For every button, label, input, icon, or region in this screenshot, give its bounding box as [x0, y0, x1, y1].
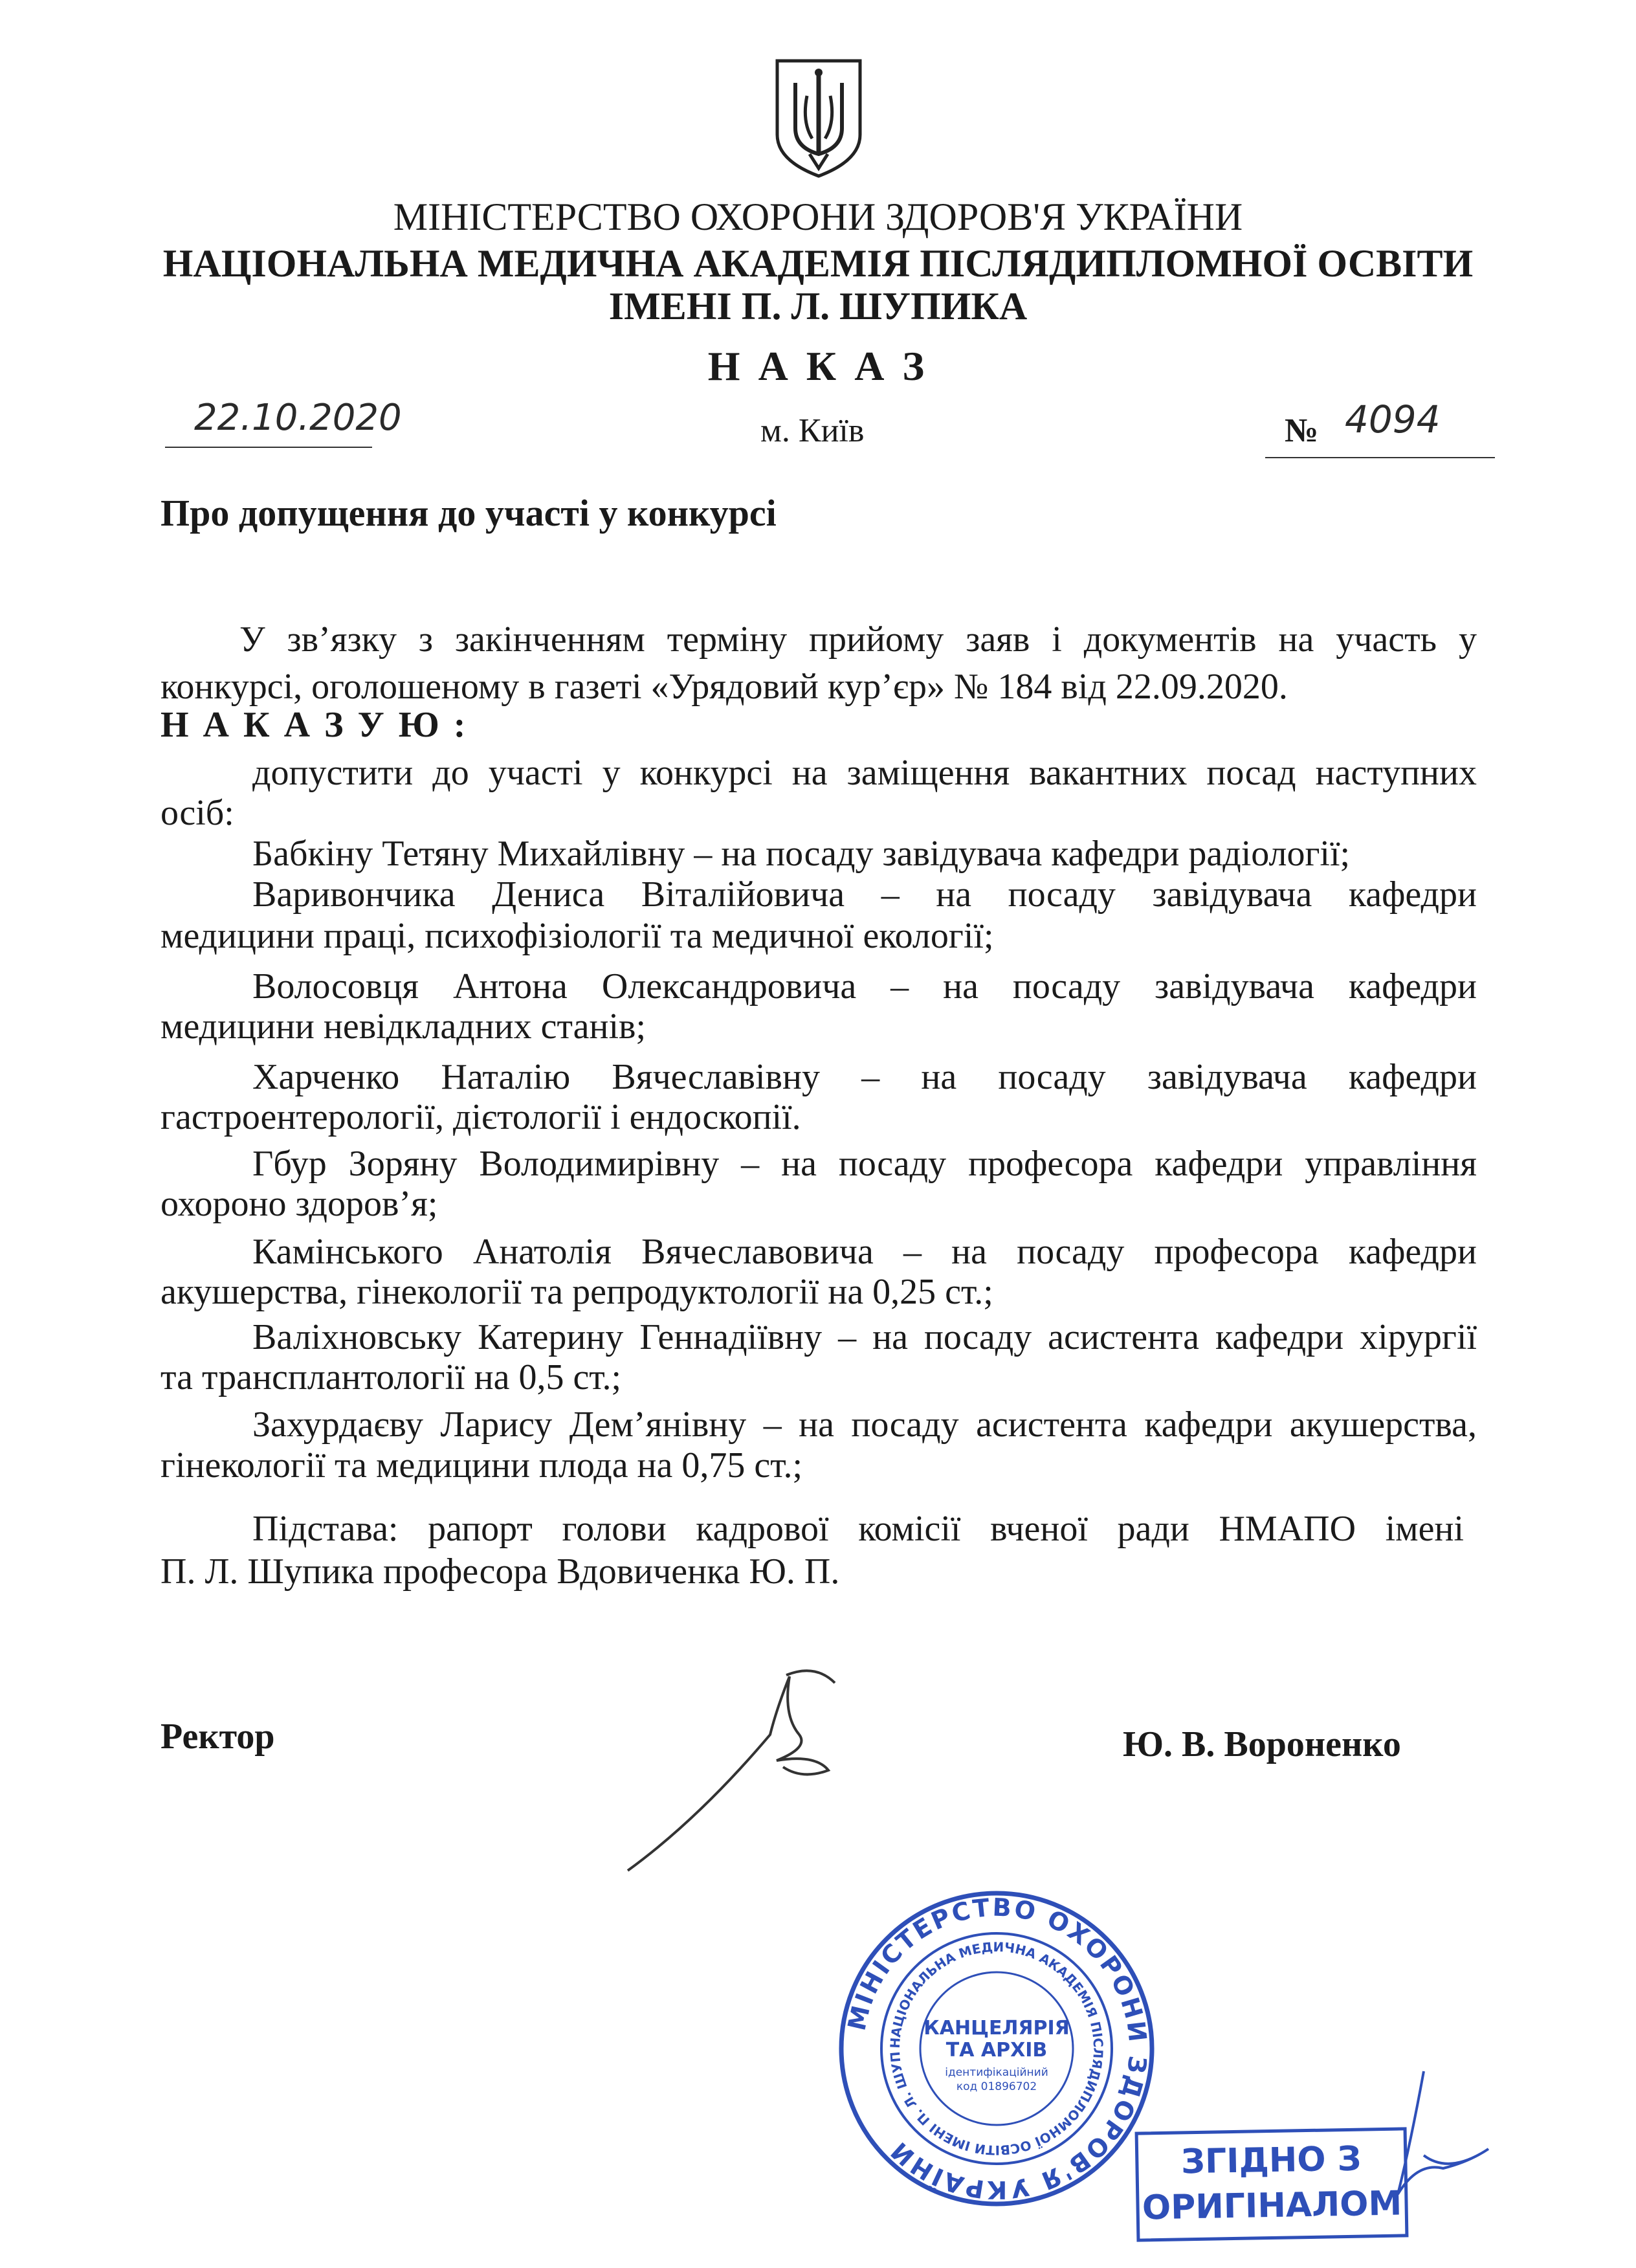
- seal-outer-text: МІНІСТЕРСТВО ОХОРОНИ ЗДОРОВ'Я УКРАЇНИ: [842, 1893, 1153, 2205]
- order-date: 22.10.2020: [194, 397, 402, 439]
- list-item: Варивончика Дениса Віталійовича – на посаду завідувача кафедри: [252, 874, 1477, 915]
- admit-line-1: допустити до участі у конкурсі на заміщення вакантних посад наступних: [252, 753, 1477, 793]
- certification-initials: [1372, 2065, 1501, 2207]
- document-type: Н А К А З: [707, 343, 929, 389]
- order-number-label: №: [1285, 412, 1319, 449]
- trident-coat-of-arms-icon: [773, 57, 864, 180]
- seal-center-line-2: ТА АРХІВ: [945, 2039, 1048, 2062]
- number-underline: [1265, 457, 1495, 458]
- signature-mark: [621, 1657, 867, 1877]
- seal-center-line-4: код 01896702: [956, 2080, 1037, 2093]
- intro-line-1: У зв’язку з закінченням терміну прийому заяв і документів на участь у: [239, 619, 1477, 660]
- list-item: Бабкіну Тетяну Михайлівну – на посаду завідувача кафедри радіології;: [252, 834, 1351, 874]
- order-word: Н А К А З У Ю :: [160, 705, 469, 745]
- seal-center-line-3: ідентифікаційний: [945, 2066, 1048, 2079]
- date-underline: [165, 447, 372, 448]
- list-item: Волосовця Антона Олександровича – на посаду завідувача кафедри: [252, 966, 1477, 1006]
- list-item-continuation: гінекології та медицини плода на 0,75 ст.;: [160, 1445, 803, 1485]
- list-item: Валіхновську Катерину Геннадіївну – на посаду асистента кафедри хірургії: [252, 1317, 1477, 1357]
- list-item-continuation: медицини невідкладних станів;: [160, 1006, 647, 1047]
- list-item-continuation: охороно здоров’я;: [160, 1184, 438, 1224]
- order-subject: Про допущення до участі у конкурсі: [160, 492, 777, 534]
- list-item: Харченко Наталію Вячеславівну – на посаду завідувача кафедри: [252, 1057, 1477, 1097]
- order-city: м. Київ: [760, 412, 865, 449]
- intro-line-2: конкурсі, оголошеному в газеті «Урядовий кур’єр» № 184 від 22.09.2020.: [160, 667, 1288, 707]
- basis-line-1: Підстава: рапорт голови кадрової комісії вченої ради НМАПО імені: [252, 1509, 1464, 1549]
- round-seal: [835, 1887, 1158, 2210]
- admit-line-2: осіб:: [160, 793, 234, 833]
- seal-inner-text: НАЦІОНАЛЬНА МЕДИЧНА АКАДЕМІЯ ПІСЛЯДИПЛОМНОЇ ОСВІТИ ІМЕНІ П. Л. ШУП: [887, 1939, 1107, 2159]
- ministry-title: МІНІСТЕРСТВО ОХОРОНИ ЗДОРОВ'Я УКРАЇНИ: [393, 195, 1243, 238]
- list-item-continuation: гастроентерології, дієтології і ендоскопії.: [160, 1097, 801, 1137]
- signatory-name: Ю. В. Вороненко: [1123, 1724, 1401, 1764]
- order-number: 4094: [1345, 397, 1441, 441]
- certification-stamp-line-1: ЗГІДНО З: [1180, 2139, 1362, 2182]
- certification-stamp-line-2: ОРИГІНАЛОМ: [1142, 2184, 1402, 2228]
- basis-line-2: П. Л. Шупика професора Вдовиченка Ю. П.: [160, 1551, 840, 1592]
- academy-title-line1: НАЦІОНАЛЬНА МЕДИЧНА АКАДЕМІЯ ПІСЛЯДИПЛОМНОЇ ОСВІТИ: [162, 242, 1474, 285]
- academy-title-line2: ІМЕНІ П. Л. ШУПИКА: [608, 285, 1028, 328]
- list-item: Захурдаєву Ларису Дем’янівну – на посаду асистента кафедри акушерства,: [252, 1405, 1477, 1445]
- signatory-position: Ректор: [160, 1717, 275, 1757]
- list-item: Камінського Анатолія Вячеславовича – на посаду професора кафедри: [252, 1232, 1477, 1272]
- list-item: Гбур Зоряну Володимирівну – на посаду професора кафедри управління: [252, 1144, 1477, 1184]
- certification-stamp: [1135, 2127, 1409, 2241]
- seal-center-line-1: КАНЦЕЛЯРІЯ: [923, 2017, 1070, 2040]
- list-item-continuation: та трансплантології на 0,5 ст.;: [160, 1357, 622, 1397]
- list-item-continuation: акушерства, гінекології та репродуктології на 0,25 ст.;: [160, 1272, 993, 1312]
- list-item-continuation: медицини праці, психофізіології та медичної екології;: [160, 916, 994, 956]
